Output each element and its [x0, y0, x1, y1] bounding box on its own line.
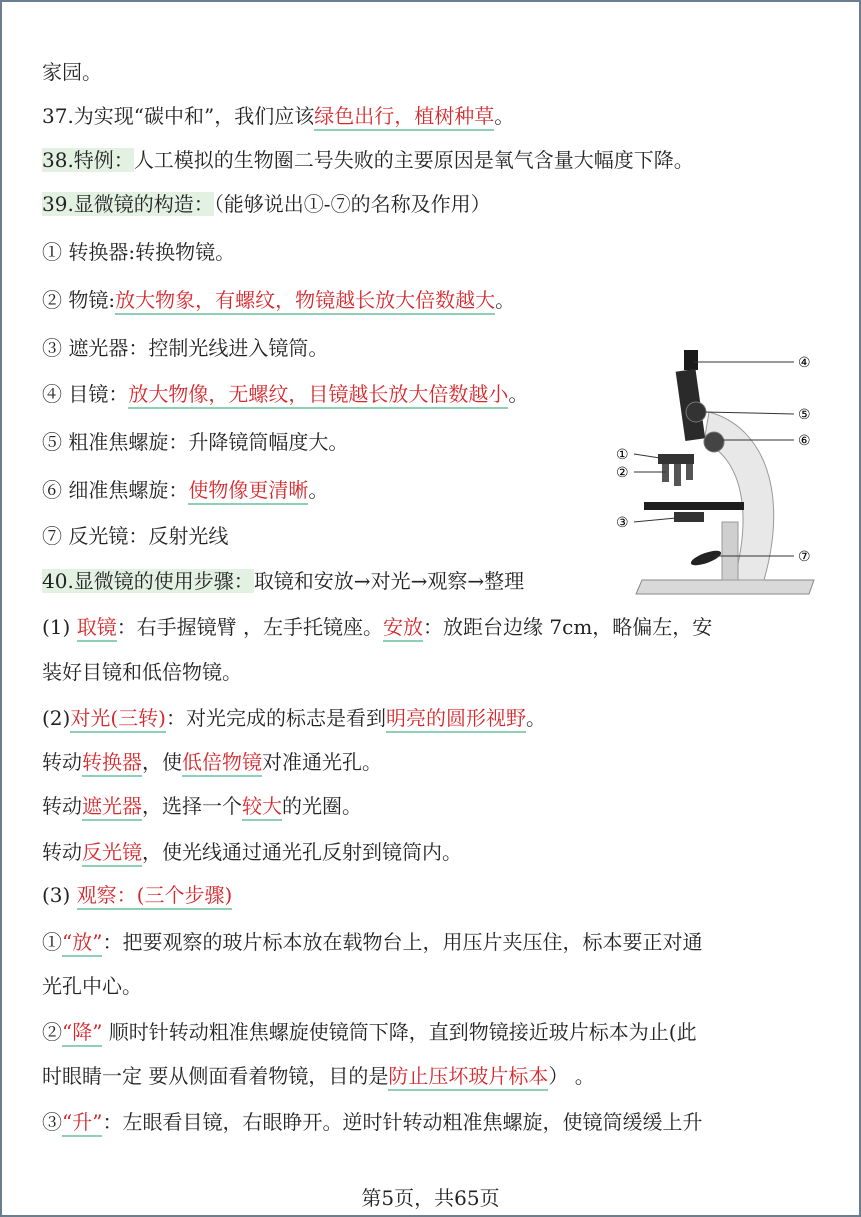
observe-3 [42, 1108, 702, 1136]
mirror [689, 548, 722, 568]
objective [662, 464, 669, 482]
step-2 [42, 704, 546, 732]
text: (3) [42, 883, 77, 907]
item-heading: 38.特例： [42, 148, 134, 172]
text: ⑦ 反光镜：反射光线 [42, 524, 229, 548]
item-40 [42, 567, 524, 595]
answer-highlight: “降” [62, 1020, 102, 1047]
text: 转动 [42, 750, 82, 774]
text-line [42, 58, 102, 86]
answer-highlight: 放大物像，无螺纹，目镜越长放大倍数越小 [128, 382, 508, 409]
page-number-footer: 第5页，共65页 [361, 1186, 500, 1210]
text: ：左眼看目镜，右眼睁开。逆时针转动粗准焦螺旋，使镜筒缓缓上升 [102, 1110, 703, 1134]
microscope-pillar [722, 522, 738, 580]
answer-highlight: 使物像更清晰 [188, 478, 308, 505]
answer-highlight: 低倍物镜 [182, 750, 262, 777]
text: 。 [308, 478, 329, 502]
text: 家园。 [42, 60, 102, 84]
answer-highlight: 转换器 [82, 750, 142, 777]
leader-line [704, 412, 794, 414]
text: ⑤ 粗准焦螺旋：升降镜筒幅度大。 [42, 430, 349, 454]
label-5: ⑤ [798, 407, 811, 423]
text: ，选择一个 [142, 794, 242, 818]
label-2: ② [616, 465, 629, 481]
text: 光孔中心。 [42, 974, 142, 998]
text: (1) [42, 615, 77, 639]
item-heading: 40.显微镜的使用步骤： [42, 569, 254, 593]
item-heading: 39.显微镜的构造： [42, 192, 214, 216]
label-7: ⑦ [798, 549, 811, 565]
text: 。 [494, 104, 515, 128]
step-1 [42, 613, 712, 641]
answer-highlight: 对光(三转) [70, 706, 166, 733]
turn-2 [42, 792, 362, 820]
text: ① [42, 930, 62, 954]
text: ② 物镜: [42, 288, 116, 312]
text: 37.为实现“碳中和”，我们应该 [42, 104, 315, 128]
observe-1-cont [42, 972, 142, 1000]
answer-highlight: 防止压坏玻片标本 [388, 1064, 548, 1091]
microscope-figure [614, 342, 824, 597]
step-3 [42, 881, 232, 909]
text: 时眼睛一定 要从侧面看着物镜，目的是 [42, 1064, 389, 1088]
text: 人工模拟的生物圈二号失败的主要原因是氧气含量大幅度下降。 [133, 148, 694, 172]
part-5 [42, 428, 348, 456]
part-2 [42, 286, 515, 314]
text: ⑥ 细准焦螺旋： [42, 478, 189, 502]
answer-highlight: 明亮的圆形视野 [386, 706, 526, 733]
leader-line [634, 518, 676, 522]
turn-1 [42, 748, 382, 776]
text: (2) [42, 706, 71, 730]
observe-2-cont [42, 1062, 595, 1090]
text: 取镜和安放→对光→观察→整理 [253, 569, 525, 593]
leader-line [634, 454, 660, 458]
text: （能够说出①-⑦的名称及作用） [213, 192, 491, 216]
diaphragm [674, 512, 704, 522]
answer-highlight: 安放 [383, 615, 423, 642]
stage [644, 502, 744, 510]
text: 对准通光孔。 [262, 750, 382, 774]
label-3: ③ [616, 515, 629, 531]
part-4 [42, 380, 528, 408]
text: ：对光完成的标志是看到 [165, 706, 386, 730]
text: ④ 目镜： [42, 382, 129, 406]
text: ③ [42, 1110, 62, 1134]
eyepiece [684, 350, 698, 370]
item-39 [42, 190, 491, 218]
text: 装好目镜和低倍物镜。 [42, 660, 242, 684]
answer-highlight: 放大物象，有螺纹，物镜越长放大倍数越大 [115, 288, 495, 315]
text: 的光圈。 [282, 794, 362, 818]
item-37 [42, 102, 514, 130]
observe-1 [42, 928, 702, 956]
text: ） 。 [548, 1064, 595, 1088]
text: ，使光线通过通光孔反射到镜筒内。 [142, 840, 462, 864]
fine-adjuster [704, 432, 724, 452]
answer-highlight: 较大 [242, 794, 282, 821]
text: ：放距台边缘 7cm，略偏左，安 [423, 615, 713, 639]
text: 顺时针转动粗准焦螺旋使镜筒下降，直到物镜接近玻片标本为止(此 [102, 1020, 697, 1044]
answer-highlight: 反光镜 [82, 840, 142, 867]
label-4: ④ [798, 355, 811, 371]
text: 。 [495, 288, 516, 312]
part-1 [42, 238, 235, 266]
objective [686, 464, 693, 480]
answer-highlight: “放” [62, 930, 102, 957]
item-38 [42, 146, 694, 174]
text: ：右手握镜臂 ，左手托镜座。 [116, 615, 384, 639]
turn-3 [42, 838, 462, 866]
observe-2 [42, 1018, 697, 1046]
text: ② [42, 1020, 62, 1044]
text: 。 [508, 382, 529, 406]
answer-highlight: 绿色出行，植树种草 [314, 104, 494, 131]
part-3 [42, 334, 328, 362]
text: ③ 遮光器：控制光线进入镜筒。 [42, 336, 329, 360]
text: 转动 [42, 840, 82, 864]
step-1-cont [42, 658, 242, 686]
text: 。 [525, 706, 546, 730]
coarse-adjuster [686, 402, 706, 422]
text: ：把要观察的玻片标本放在载物台上，用压片夹压住，标本要正对通 [102, 930, 703, 954]
microscope-base [636, 580, 814, 594]
label-6: ⑥ [798, 433, 811, 449]
text: 转动 [42, 794, 82, 818]
answer-highlight: 取镜 [77, 615, 117, 642]
answer-highlight: “升” [62, 1110, 102, 1137]
part-6 [42, 476, 328, 504]
text: ，使 [142, 750, 182, 774]
part-7 [42, 522, 228, 550]
text: ① 转换器:转换物镜。 [42, 240, 236, 264]
objective [674, 464, 681, 486]
answer-highlight: 遮光器 [82, 794, 142, 821]
answer-highlight: 观察：(三个步骤) [77, 883, 233, 910]
label-1: ① [616, 447, 629, 463]
nosepiece [658, 454, 694, 464]
